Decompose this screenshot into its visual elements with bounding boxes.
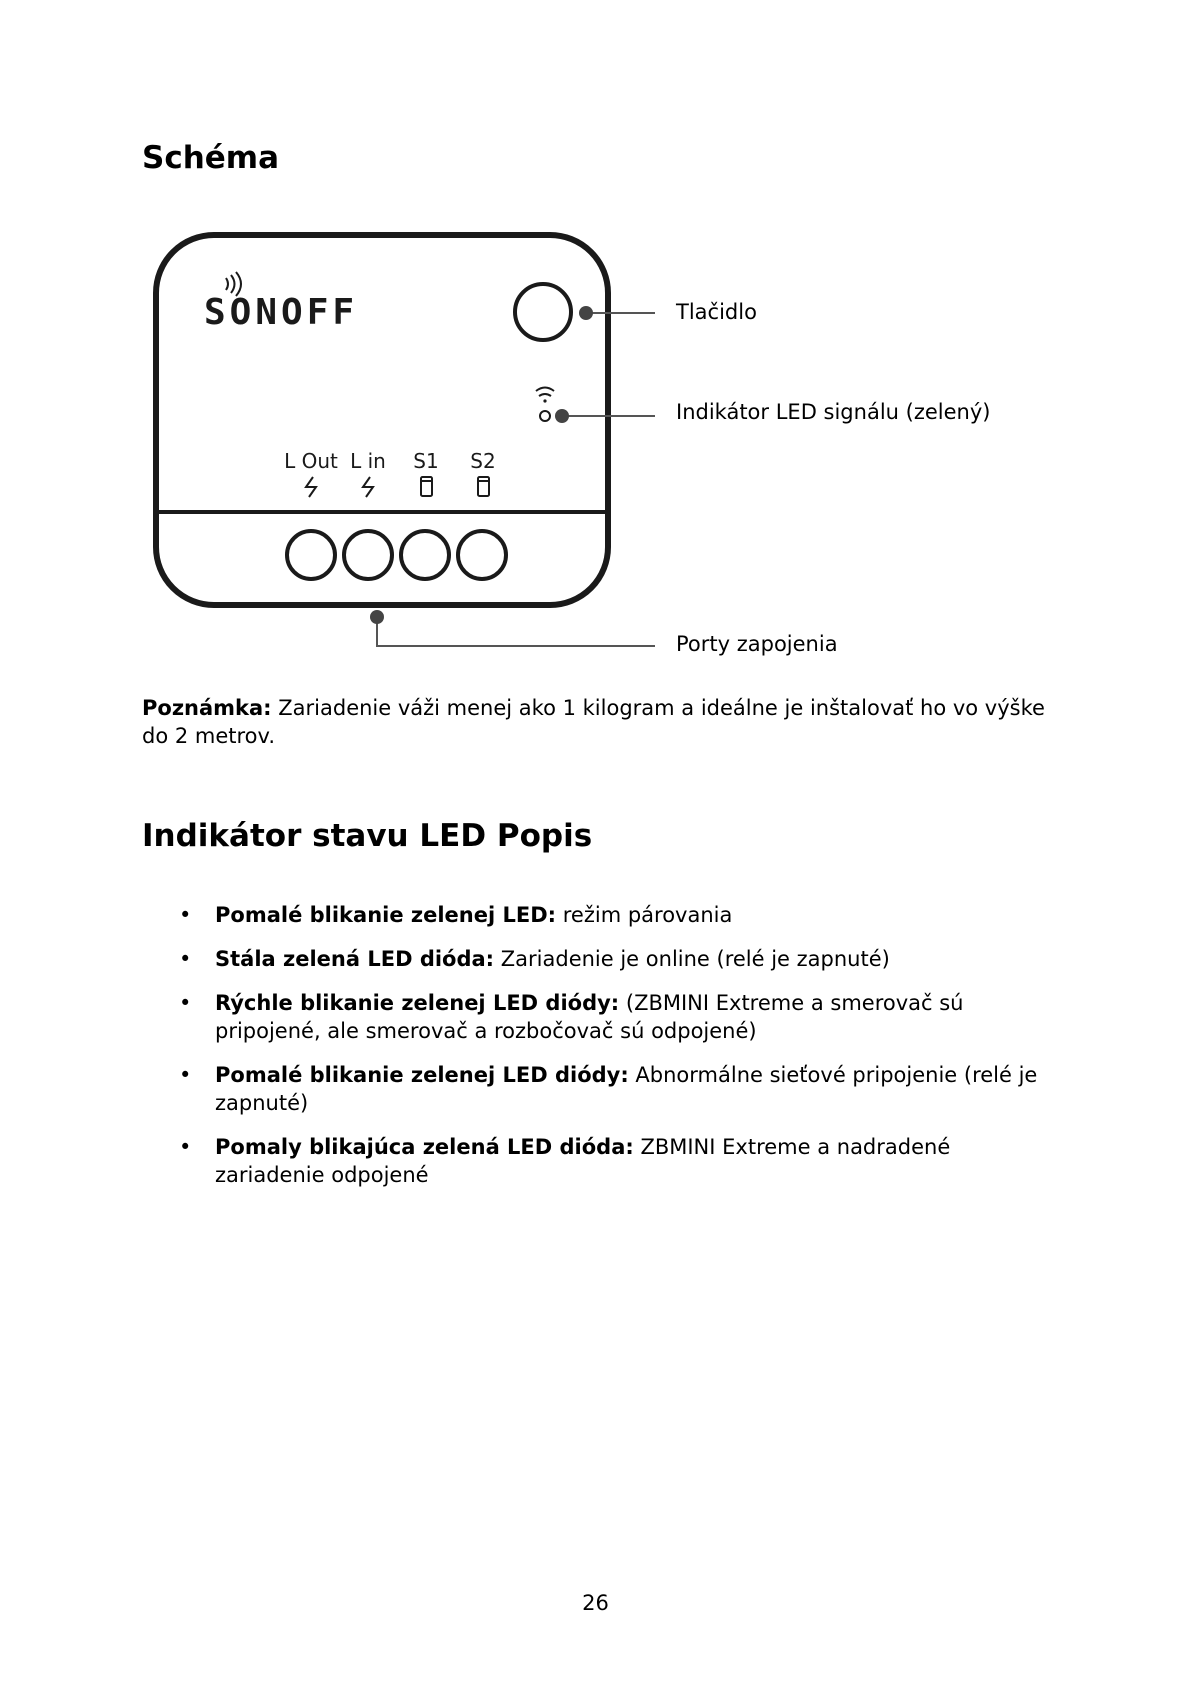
callout-led-label: Indikátor LED signálu (zelený) (676, 400, 991, 424)
terminal-l-out (287, 531, 335, 579)
ports-callout-line (377, 617, 655, 646)
bolt-icon-l-out (306, 477, 316, 497)
list-item (142, 989, 1062, 1045)
signal-led (540, 411, 550, 421)
led-callout-dot (555, 409, 569, 423)
list-item (142, 945, 1062, 973)
state-text: Zariadenie je online (relé je zapnuté) (494, 947, 890, 971)
port-label-l-in: L in (350, 449, 386, 473)
led-state-list (142, 901, 1062, 1205)
port-label-s1: S1 (413, 449, 439, 473)
state-text: ZBMINI Extreme a nadradené zariadenie odpojené (215, 1135, 951, 1187)
state-label: Pomaly blikajúca zelená LED dióda: (215, 1135, 634, 1159)
schema-title: Schéma (142, 140, 280, 176)
bullet-icon: • (179, 1135, 192, 1159)
note-paragraph (142, 694, 1062, 750)
led-section-title: Indikátor stavu LED Popis (142, 818, 593, 854)
bullet-icon: • (179, 991, 192, 1015)
port-label-l-out: L Out (284, 449, 338, 473)
device-diagram (0, 0, 1191, 700)
terminal-s1 (401, 531, 449, 579)
list-item (142, 1133, 1062, 1189)
sonoff-logo: SONOFF (204, 292, 359, 333)
wifi-icon (536, 388, 554, 403)
callout-ports-label: Porty zapojenia (676, 632, 838, 656)
state-label: Stála zelená LED dióda: (215, 947, 495, 971)
bullet-icon: • (179, 947, 192, 971)
button-callout-dot (579, 306, 593, 320)
terminal-l-in (344, 531, 392, 579)
terminal-s2 (458, 531, 506, 579)
bolt-icon-l-in (363, 477, 373, 497)
bullet-icon: • (179, 903, 192, 927)
list-item (142, 1061, 1062, 1117)
state-text: Abnormálne sieťové pripojenie (relé je zapnuté) (215, 1063, 1038, 1115)
page-number: 26 (582, 1591, 609, 1615)
state-label: Rýchle blikanie zelenej LED diódy: (215, 991, 620, 1015)
state-label: Pomalé blikanie zelenej LED diódy: (215, 1063, 629, 1087)
state-text: režim párovania (556, 903, 733, 927)
note-text: Zariadenie váži menej ako 1 kilogram a ideálne je inštalovať ho vo výške do 2 metrov. (142, 696, 1045, 748)
bullet-icon: • (179, 1063, 192, 1087)
state-label: Pomalé blikanie zelenej LED: (215, 903, 557, 927)
device-body (156, 235, 608, 605)
note-label: Poznámka: (142, 696, 272, 720)
state-text: (ZBMINI Extreme a smerovač sú pripojené, ale smerovač a rozbočovač sú odpojené) (215, 991, 964, 1043)
pair-button (515, 284, 571, 340)
switch-icon-s2 (478, 477, 489, 496)
callout-button-label: Tlačidlo (676, 300, 757, 324)
switch-icon-s1 (421, 477, 432, 496)
list-item (142, 901, 1062, 929)
ports-callout-dot (370, 610, 384, 624)
port-label-s2: S2 (470, 449, 496, 473)
